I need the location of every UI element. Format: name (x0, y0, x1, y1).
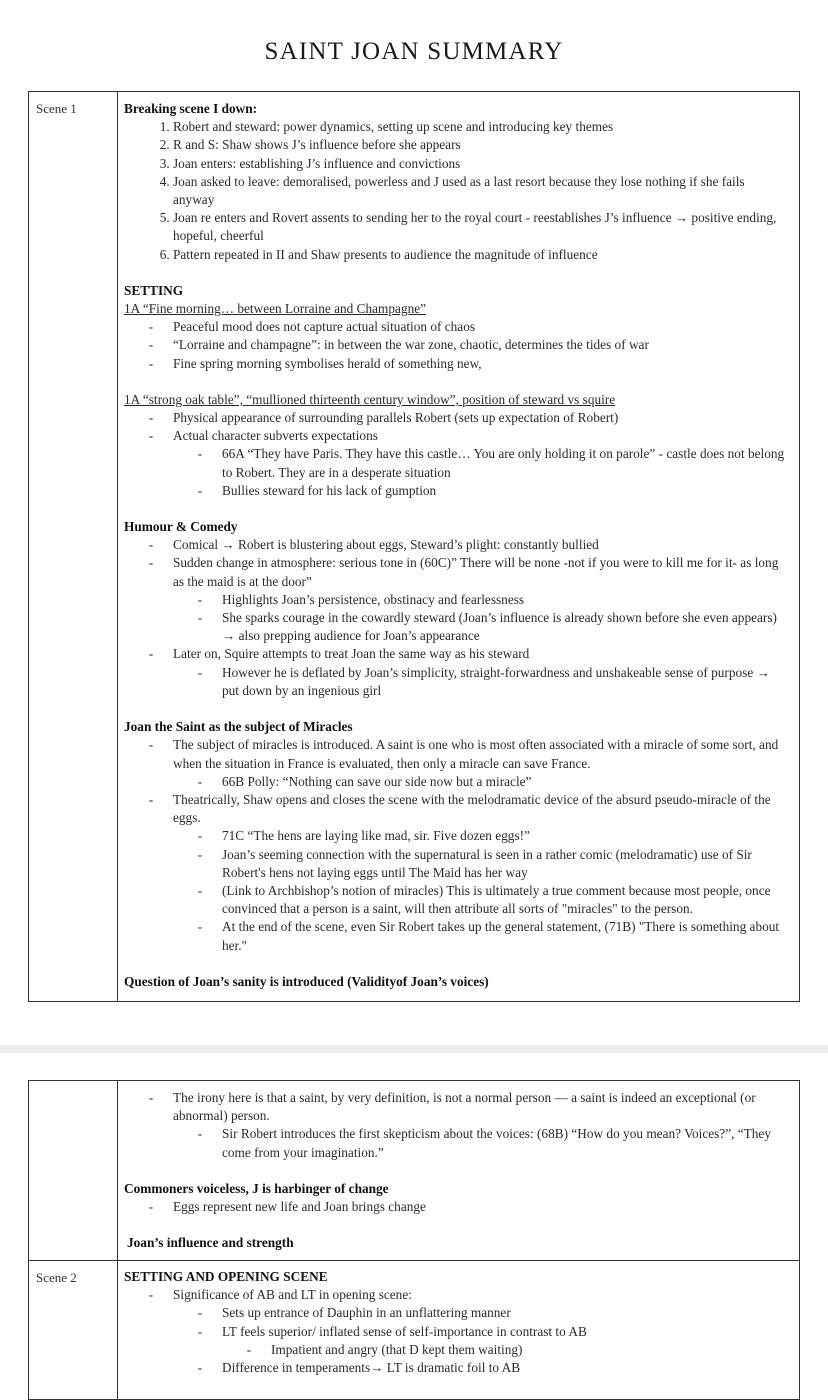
list-item: - Impatient and angry (that D kept them waiting) (246, 1341, 523, 1357)
scene2-list (124, 1286, 789, 1377)
list-item: - Significance of AB and LT in opening scene: (148, 1287, 412, 1303)
list-item: - The subject of miracles is introduced. A saint is one who is most often associated with a miracle of some sort, and when the situation in France is evaluated, then only a miracle can save France. (148, 737, 779, 771)
miracles-heading: Joan the Saint as the subject of Miracles (124, 719, 353, 735)
list-item: - Bullies steward for his lack of gumption (197, 482, 437, 498)
continuation-content (124, 1089, 789, 1252)
list-item: 3. Joan enters: establishing J’s influence and convictions (173, 155, 789, 173)
list-item: 2. R and S: Shaw shows J’s influence before she appears (173, 136, 789, 154)
scene2-content (124, 1268, 789, 1377)
list-item: - Fine spring morning symbolises herald of something new, (148, 355, 482, 371)
list-item: - LT feels superior/ inflated sense of self-importance in contrast to AB (197, 1323, 587, 1339)
influence-heading: Joan’s influence and strength (127, 1235, 294, 1251)
page-break (0, 1045, 828, 1053)
list-item: - Actual character subverts expectations (148, 428, 378, 444)
list-item: - Comical → Robert is blustering about eggs, Steward’s plight: constantly bullied (148, 537, 599, 553)
irony-list (124, 1089, 789, 1162)
setting-quote-1: 1A “Fine morning… between Lorraine and Champagne” (124, 301, 427, 317)
setting-quote-1-list (124, 318, 789, 373)
list-item: - Eggs represent new life and Joan brings change (148, 1199, 426, 1215)
list-item: 1. Robert and steward: power dynamics, setting up scene and introducing key themes (173, 118, 789, 136)
list-item: - Sudden change in atmosphere: serious tone in (60C)” There will be none -not if you were to kill me for it- as long as the maid is at the door” (148, 555, 779, 589)
list-item: - Peaceful mood does not capture actual situation of chaos (148, 319, 476, 335)
scene2-table (28, 1080, 800, 1400)
list-item: - Joan’s seeming connection with the supernatural is seen in a rather comic (melodramatic) use of Sir Robert's hens not laying eggs until The Maid has her way (197, 846, 752, 880)
humour-list (124, 536, 789, 700)
list-item: - Physical appearance of surrounding parallels Robert (sets up expectation of Robert) (148, 410, 619, 426)
list-item: - She sparks courage in the cowardly steward (Joan’s influence is already shown before she even appears) → also prepping audience for Joan’s appearance (197, 610, 777, 644)
scene2-label: Scene 2 (36, 1270, 77, 1285)
list-item: - At the end of the scene, even Sir Robert takes up the general statement, (71B) "There is something about her." (197, 919, 780, 953)
list-item: - 66B Polly: “Nothing can save our side now but a miracle” (197, 773, 532, 789)
list-item: 6. Pattern repeated in II and Shaw presents to audience the magnitude of influence (173, 246, 789, 264)
list-item: - Sir Robert introduces the first skepticism about the voices: (68B) “How do you mean? Voices?”, “They come from your imagination.” (197, 1126, 771, 1160)
breaking-heading: Breaking scene I down: (124, 101, 258, 116)
humour-heading: Humour & Comedy (124, 519, 238, 535)
list-item: - Sets up entrance of Dauphin in an unflattering manner (197, 1305, 511, 1321)
scene2-heading: SETTING AND OPENING SCENE (124, 1269, 328, 1284)
miracles-list (124, 736, 789, 954)
list-item: - 71C “The hens are laying like mad, sir. Five dozen eggs!” (197, 828, 530, 844)
list-item: 4. Joan asked to leave: demoralised, powerless and J used as a last resort because they lose nothing if she fails anyway (173, 173, 789, 209)
list-item: - 66A “They have Paris. They have this castle… You are only holding it on parole” - castle does not belong to Robert. They are in a desperate situation (197, 446, 785, 480)
setting-heading: SETTING (124, 282, 184, 298)
list-item: - (Link to Archbishop’s notion of miracles) This is ultimately a true comment because most people, once convinced that a person is a saint, will then attribute all sorts of "miracles" to the person. (197, 882, 771, 917)
page-title: SAINT JOAN SUMMARY (264, 38, 564, 65)
scene1-label: Scene 1 (36, 101, 77, 116)
list-item: - The irony here is that a saint, by very definition, is not a normal person — a saint is indeed an exceptional (or abnormal) person. (148, 1090, 756, 1124)
commoners-list (124, 1198, 789, 1216)
sanity-heading: Question of Joan’s sanity is introduced (Validityof Joan’s voices) (124, 973, 489, 989)
breaking-list (124, 118, 789, 264)
scene1-table (28, 91, 800, 1002)
list-item: - Difference in temperaments→ LT is dramatic foil to AB (197, 1360, 521, 1376)
list-item: - “Lorraine and champagne”: in between the war zone, chaotic, determines the tides of war (148, 337, 649, 353)
list-item: - Later on, Squire attempts to treat Joan the same way as his steward (148, 646, 530, 662)
setting-quote-2: 1A “strong oak table”, “mullioned thirteenth century window”, position of steward vs squire (124, 391, 616, 407)
list-item: - Theatrically, Shaw opens and closes the scene with the melodramatic device of the absurd pseudo-miracle of the eggs. (148, 791, 771, 826)
commoners-heading: Commoners voiceless, J is harbinger of change (124, 1180, 389, 1196)
list-item: - Highlights Joan’s persistence, obstinacy and fearlessness (197, 591, 525, 607)
scene1-content (124, 100, 789, 991)
list-item: 5. Joan re enters and Rovert assents to sending her to the royal court - reestablishes J’s influence → positive ending, hopeful, cheerful (173, 209, 789, 245)
setting-quote-2-list (124, 409, 789, 500)
list-item: - However he is deflated by Joan’s simplicity, straight-forwardness and unshakeable sense of purpose → put down by an ingenious girl (197, 664, 770, 698)
